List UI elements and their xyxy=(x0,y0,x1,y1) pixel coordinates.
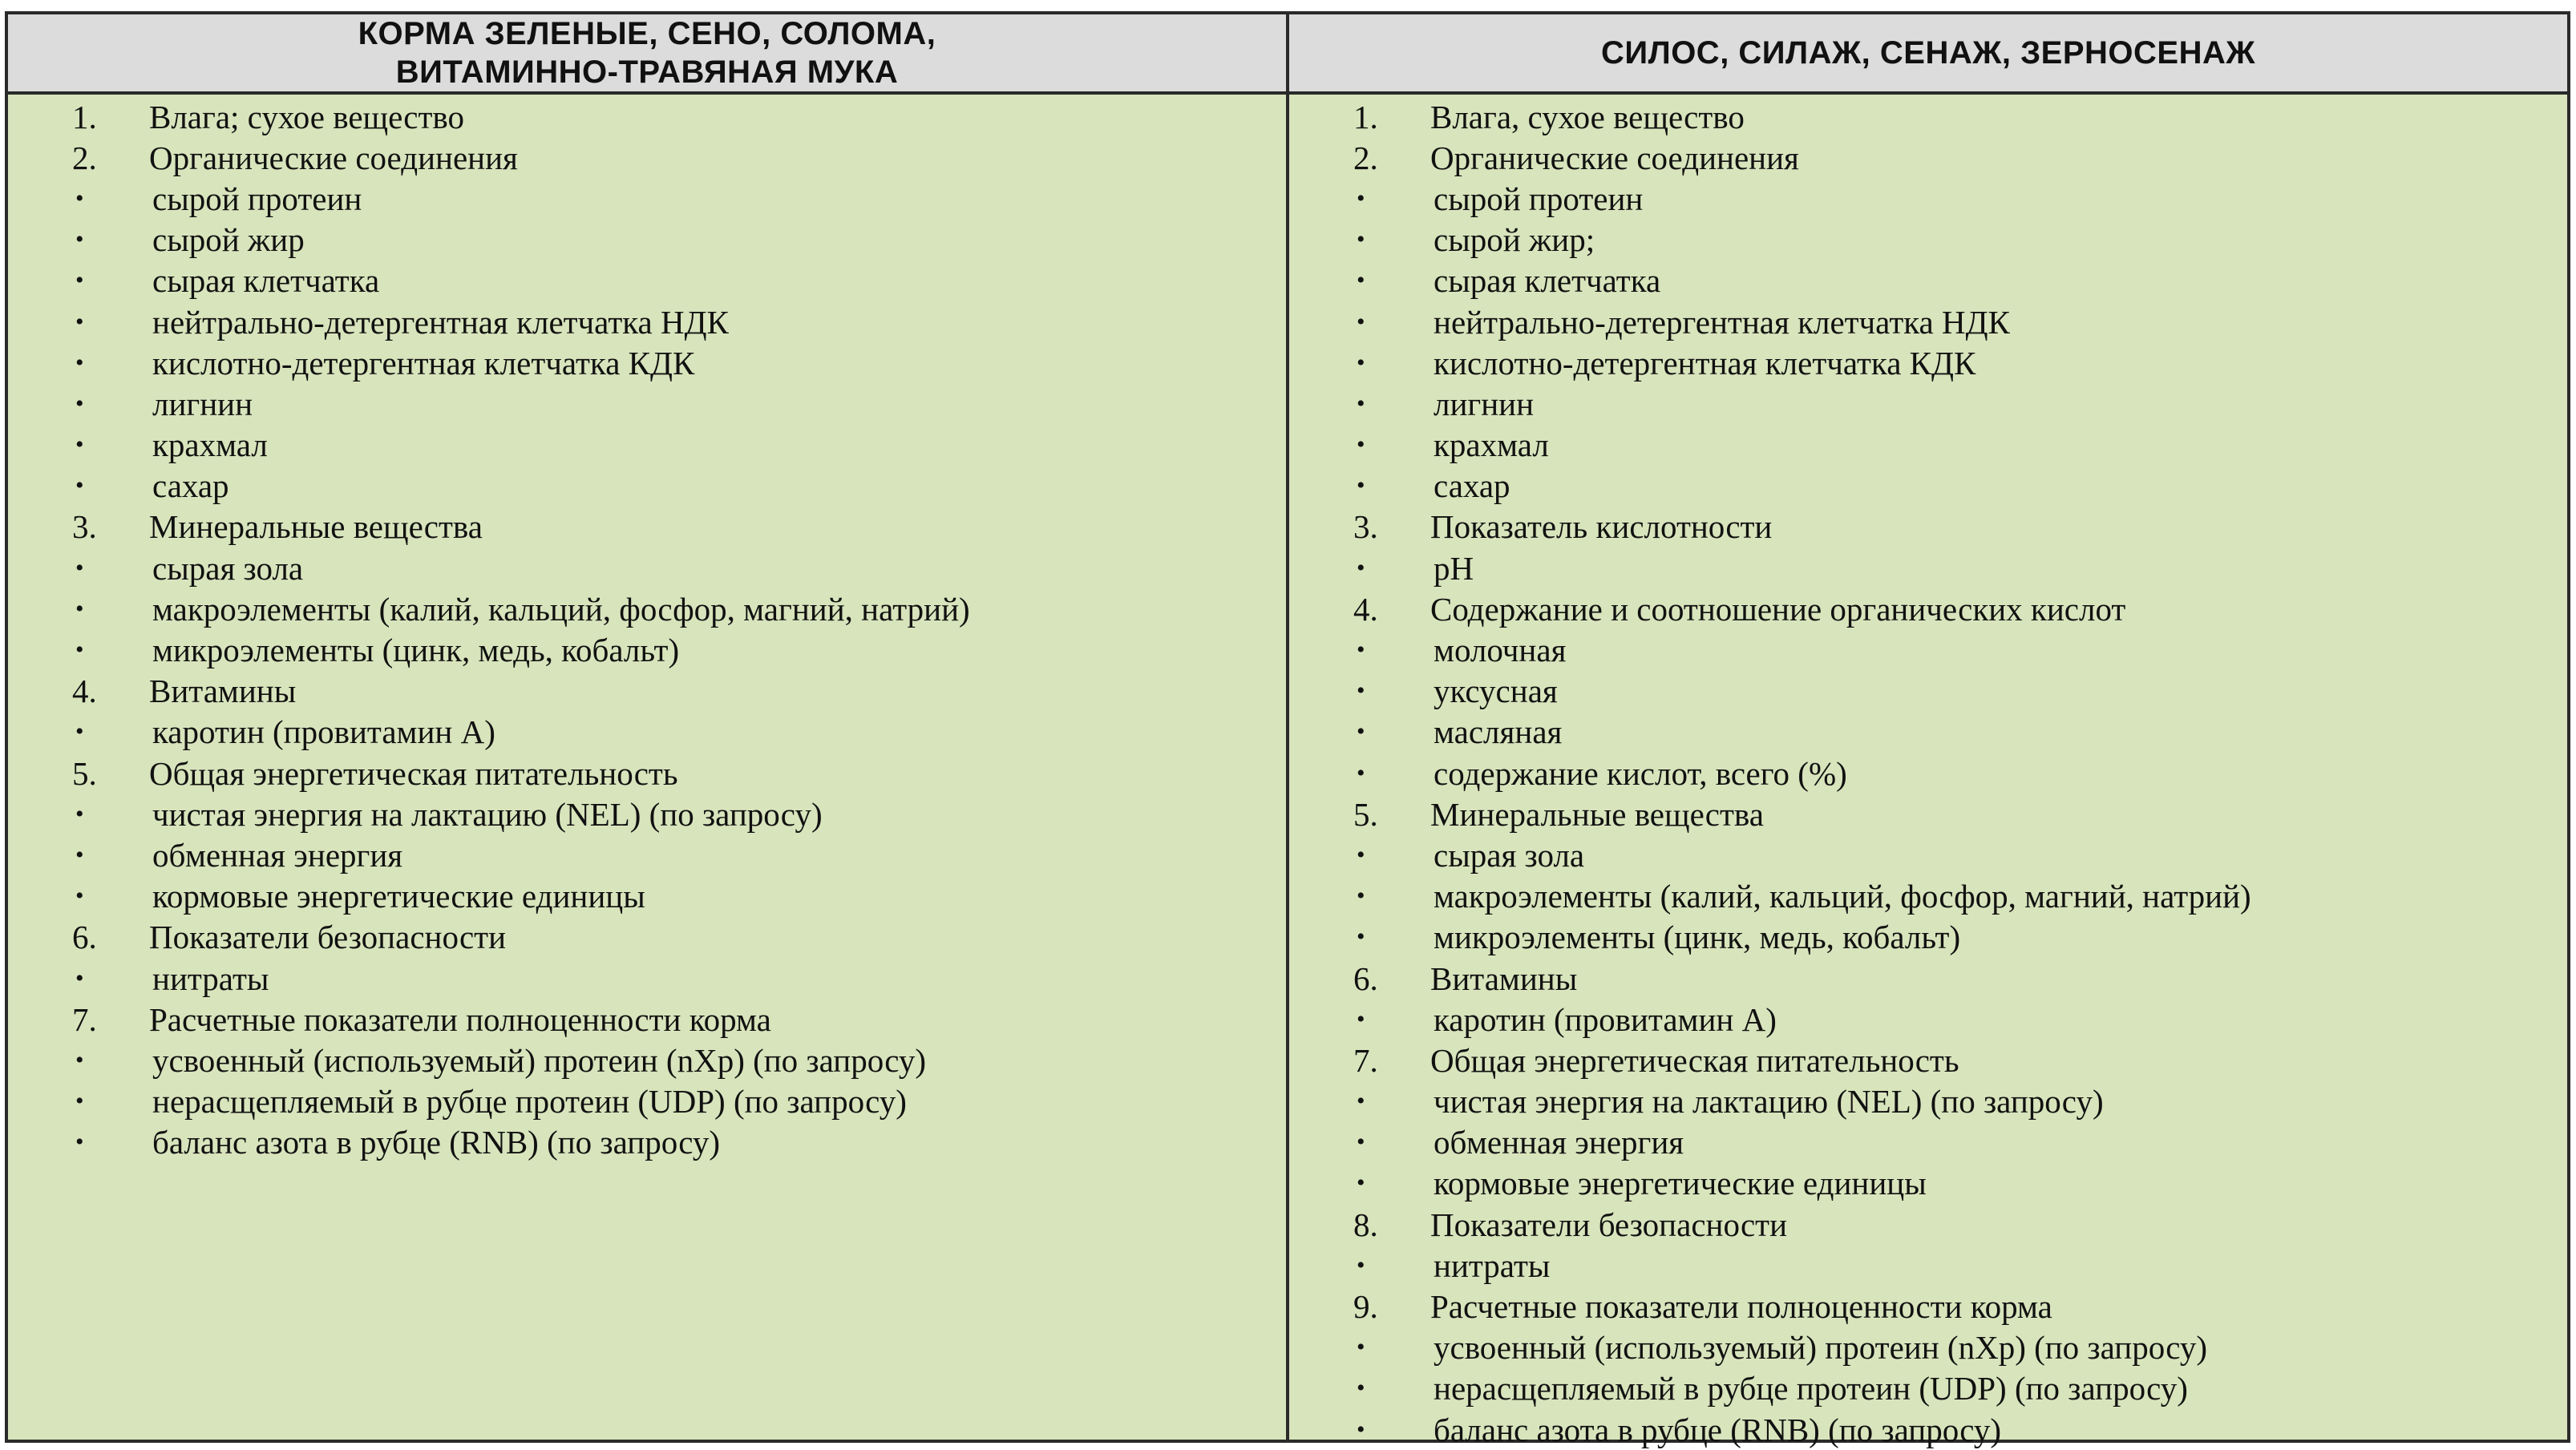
bullet-marker: • xyxy=(1357,718,1365,745)
list-item xyxy=(1289,261,2567,301)
bullet-marker: • xyxy=(1357,1334,1365,1361)
bullet-marker: • xyxy=(1357,677,1365,705)
list-item xyxy=(8,178,1286,219)
item-text: Расчетные показатели полноценности корма xyxy=(149,1000,771,1038)
list-item xyxy=(1289,96,2567,137)
bullet-marker: • xyxy=(1357,226,1365,253)
item-text: Органические соединения xyxy=(1430,139,1799,176)
item-text: сырой жир xyxy=(152,221,305,259)
item-text: макроэлементы (калий, кальций, фосфор, магний, натрий) xyxy=(152,590,970,628)
number-marker: 8. xyxy=(1353,1206,1378,1243)
list-item xyxy=(8,753,1286,794)
bullet-marker: • xyxy=(1357,184,1365,212)
list-item xyxy=(8,1081,1286,1122)
number-marker: 7. xyxy=(72,1000,97,1038)
list-item xyxy=(1289,753,2567,794)
header-line-1: КОРМА ЗЕЛЕНЫЕ, СЕНО, СОЛОМА, xyxy=(358,16,936,51)
list-item xyxy=(8,712,1286,753)
item-text: Показатели безопасности xyxy=(149,919,507,956)
item-text: Минеральные вещества xyxy=(1430,795,1764,833)
indicator-list-right xyxy=(1289,96,2567,1450)
list-item xyxy=(8,96,1286,137)
item-text: чистая энергия на лактацию (NEL) (по запросу) xyxy=(1434,1083,2104,1121)
list-item xyxy=(8,917,1286,958)
bullet-marker: • xyxy=(75,800,84,827)
item-text: нерасщепляемый в рубце протеин (UDP) (по запросу) xyxy=(1434,1370,2188,1408)
list-item xyxy=(8,588,1286,629)
item-text: нейтрально-детергентная клетчатка НДК xyxy=(1434,303,2010,341)
item-text: сахар xyxy=(1434,467,1510,505)
item-text: баланс азота в рубце (RNB) (по запросу) xyxy=(152,1124,721,1161)
list-item xyxy=(8,547,1286,588)
item-text: сырая зола xyxy=(152,549,304,587)
list-item xyxy=(1289,1204,2567,1245)
bullet-marker: • xyxy=(75,1088,84,1115)
item-text: каротин (провитамин А) xyxy=(152,713,495,751)
item-text: обменная энергия xyxy=(1434,1124,1684,1161)
list-item xyxy=(1289,1327,2567,1368)
number-marker: 7. xyxy=(1353,1041,1378,1079)
bullet-marker: • xyxy=(1357,390,1365,417)
item-text: Витамины xyxy=(1430,959,1578,997)
item-text: Содержание и соотношение органических кислот xyxy=(1430,590,2126,628)
header-line-1: СИЛОС, СИЛАЖ, СЕНАЖ, ЗЕРНОСЕНАЖ xyxy=(1600,35,2256,71)
list-item xyxy=(1289,834,2567,875)
list-item xyxy=(1289,1040,2567,1080)
item-text: Расчетные показатели полноценности корма xyxy=(1430,1288,2052,1326)
list-item xyxy=(1289,712,2567,753)
item-text: крахмал xyxy=(152,426,268,464)
list-item xyxy=(1289,917,2567,958)
bullet-marker: • xyxy=(1357,841,1365,868)
bullet-marker: • xyxy=(75,267,84,294)
bullet-marker: • xyxy=(1357,1416,1365,1443)
list-item xyxy=(1289,958,2567,999)
header-line-2: ВИТАМИННО-ТРАВЯНАЯ МУКА xyxy=(395,55,899,90)
item-text: сырой протеин xyxy=(152,180,362,217)
item-text: нейтрально-детергентная клетчатка НДК xyxy=(152,303,729,341)
list-item xyxy=(8,1040,1286,1080)
item-text: нерасщепляемый в рубце протеин (UDP) (по запросу) xyxy=(152,1083,907,1121)
list-item xyxy=(8,261,1286,301)
item-text: кислотно-детергентная клетчатка КДК xyxy=(1434,344,1976,382)
item-text: сырой протеин xyxy=(1434,180,1644,217)
item-text: микроэлементы (цинк, медь, кобальт) xyxy=(1434,919,1961,956)
item-text: микроэлементы (цинк, медь, кобальт) xyxy=(152,632,680,669)
bullet-marker: • xyxy=(1357,1129,1365,1156)
list-item xyxy=(8,301,1286,342)
list-item xyxy=(1289,588,2567,629)
header-cell-green-feed xyxy=(8,14,1289,95)
list-item xyxy=(1289,137,2567,178)
list-item xyxy=(8,958,1286,999)
item-text: баланс азота в рубце (RNB) (по запросу) xyxy=(1434,1411,2002,1448)
list-item xyxy=(8,1122,1286,1163)
bullet-marker: • xyxy=(1357,431,1365,458)
bullet-marker: • xyxy=(1357,349,1365,376)
item-text: каротин (провитамин А) xyxy=(1434,1000,1777,1038)
list-item xyxy=(8,342,1286,383)
number-marker: 6. xyxy=(72,919,97,956)
bullet-marker: • xyxy=(1357,1005,1365,1032)
number-marker: 3. xyxy=(72,508,97,546)
list-item xyxy=(1289,1163,2567,1204)
number-marker: 5. xyxy=(1353,795,1378,833)
list-item xyxy=(8,876,1286,917)
list-item xyxy=(1289,1081,2567,1122)
item-text: Показатель кислотности xyxy=(1430,508,1773,546)
item-text: содержание кислот, всего (%) xyxy=(1434,754,1847,792)
number-marker: 4. xyxy=(72,672,97,710)
item-text: Минеральные вещества xyxy=(149,508,483,546)
list-item xyxy=(1289,383,2567,424)
list-item xyxy=(8,507,1286,547)
body-cell-green-feed xyxy=(8,95,1289,1440)
bullet-marker: • xyxy=(75,226,84,253)
item-text: Органические соединения xyxy=(149,139,518,176)
bullet-marker: • xyxy=(75,431,84,458)
bullet-marker: • xyxy=(75,636,84,664)
item-text: кормовые энергетические единицы xyxy=(152,878,645,915)
bullet-marker: • xyxy=(75,554,84,581)
bullet-marker: • xyxy=(75,390,84,417)
list-item xyxy=(1289,507,2567,547)
list-item xyxy=(8,629,1286,670)
number-marker: 5. xyxy=(72,754,97,792)
item-text: лигнин xyxy=(152,385,253,422)
item-text: кормовые энергетические единицы xyxy=(1434,1165,1927,1202)
list-item xyxy=(1289,671,2567,712)
list-item xyxy=(8,137,1286,178)
item-text: Общая энергетическая питательность xyxy=(1430,1041,1959,1079)
bullet-marker: • xyxy=(75,184,84,212)
list-item xyxy=(1289,629,2567,670)
item-text: сахар xyxy=(152,467,229,505)
item-text: Влага, сухое вещество xyxy=(1430,98,1745,135)
item-text: Влага; сухое вещество xyxy=(149,98,465,135)
item-text: Общая энергетическая питательность xyxy=(149,754,678,792)
bullet-marker: • xyxy=(1357,759,1365,786)
bullet-marker: • xyxy=(75,718,84,745)
bullet-marker: • xyxy=(1357,308,1365,335)
item-text: нитраты xyxy=(152,959,269,997)
item-text: Витамины xyxy=(149,672,297,710)
item-text: уксусная xyxy=(1434,672,1558,710)
list-item xyxy=(1289,1286,2567,1327)
bullet-marker: • xyxy=(1357,267,1365,294)
item-text: нитраты xyxy=(1434,1246,1551,1284)
bullet-marker: • xyxy=(1357,472,1365,499)
list-item xyxy=(1289,301,2567,342)
list-item xyxy=(1289,1409,2567,1450)
number-marker: 1. xyxy=(1353,98,1378,135)
item-text: молочная xyxy=(1434,632,1567,669)
list-item xyxy=(1289,1122,2567,1163)
bullet-marker: • xyxy=(75,1129,84,1156)
item-text: Показатели безопасности xyxy=(1430,1206,1788,1243)
bullet-marker: • xyxy=(1357,883,1365,910)
bullet-marker: • xyxy=(75,472,84,499)
item-text: сырая зола xyxy=(1434,836,1585,874)
list-item xyxy=(1289,794,2567,834)
list-item xyxy=(1289,220,2567,261)
item-text: масляная xyxy=(1434,713,1563,751)
number-marker: 2. xyxy=(72,139,97,176)
number-marker: 3. xyxy=(1353,508,1378,546)
list-item xyxy=(1289,342,2567,383)
list-item xyxy=(1289,425,2567,466)
bullet-marker: • xyxy=(1357,1251,1365,1278)
item-text: усвоенный (используемый) протеин (nXp) (по запросу) xyxy=(152,1041,927,1079)
bullet-marker: • xyxy=(1357,1169,1365,1197)
bullet-marker: • xyxy=(1357,636,1365,664)
list-item xyxy=(8,425,1286,466)
bullet-marker: • xyxy=(75,883,84,910)
list-item xyxy=(8,383,1286,424)
bullet-marker: • xyxy=(75,1046,84,1073)
list-item xyxy=(1289,999,2567,1040)
item-text: усвоенный (используемый) протеин (nXp) (по запросу) xyxy=(1434,1329,2208,1367)
item-text: обменная энергия xyxy=(152,836,403,874)
list-item xyxy=(8,834,1286,875)
indicator-list-left xyxy=(8,96,1286,1163)
item-text: лигнин xyxy=(1434,385,1535,422)
item-text: кислотно-детергентная клетчатка КДК xyxy=(152,344,695,382)
item-text: сырая клетчатка xyxy=(152,262,380,300)
number-marker: 9. xyxy=(1353,1288,1378,1326)
number-marker: 1. xyxy=(72,98,97,135)
header-cell-silage xyxy=(1289,14,2567,95)
list-item xyxy=(1289,1368,2567,1409)
bullet-marker: • xyxy=(1357,1088,1365,1115)
bullet-marker: • xyxy=(75,595,84,622)
bullet-marker: • xyxy=(1357,1375,1365,1402)
bullet-marker: • xyxy=(75,841,84,868)
list-item xyxy=(1289,178,2567,219)
bullet-marker: • xyxy=(75,349,84,376)
list-item xyxy=(1289,466,2567,507)
number-marker: 6. xyxy=(1353,959,1378,997)
number-marker: 2. xyxy=(1353,139,1378,176)
list-item xyxy=(1289,547,2567,588)
number-marker: 4. xyxy=(1353,590,1378,628)
list-item xyxy=(1289,1245,2567,1286)
item-text: крахмал xyxy=(1434,426,1549,464)
list-item xyxy=(8,794,1286,834)
item-text: сырой жир; xyxy=(1434,221,1595,259)
item-text: рН xyxy=(1434,549,1474,587)
list-item xyxy=(8,999,1286,1040)
list-item xyxy=(8,220,1286,261)
list-item xyxy=(8,671,1286,712)
body-cell-silage xyxy=(1289,95,2567,1448)
bullet-marker: • xyxy=(1357,554,1365,581)
list-item xyxy=(1289,876,2567,917)
bullet-marker: • xyxy=(1357,923,1365,951)
item-text: чистая энергия на лактацию (NEL) (по запросу) xyxy=(152,795,823,833)
analysis-table xyxy=(5,11,2570,1448)
item-text: макроэлементы (калий, кальций, фосфор, магний, натрий) xyxy=(1434,878,2251,915)
item-text: сырая клетчатка xyxy=(1434,262,1661,300)
bullet-marker: • xyxy=(75,964,84,992)
bullet-marker: • xyxy=(75,308,84,335)
list-item xyxy=(8,466,1286,507)
